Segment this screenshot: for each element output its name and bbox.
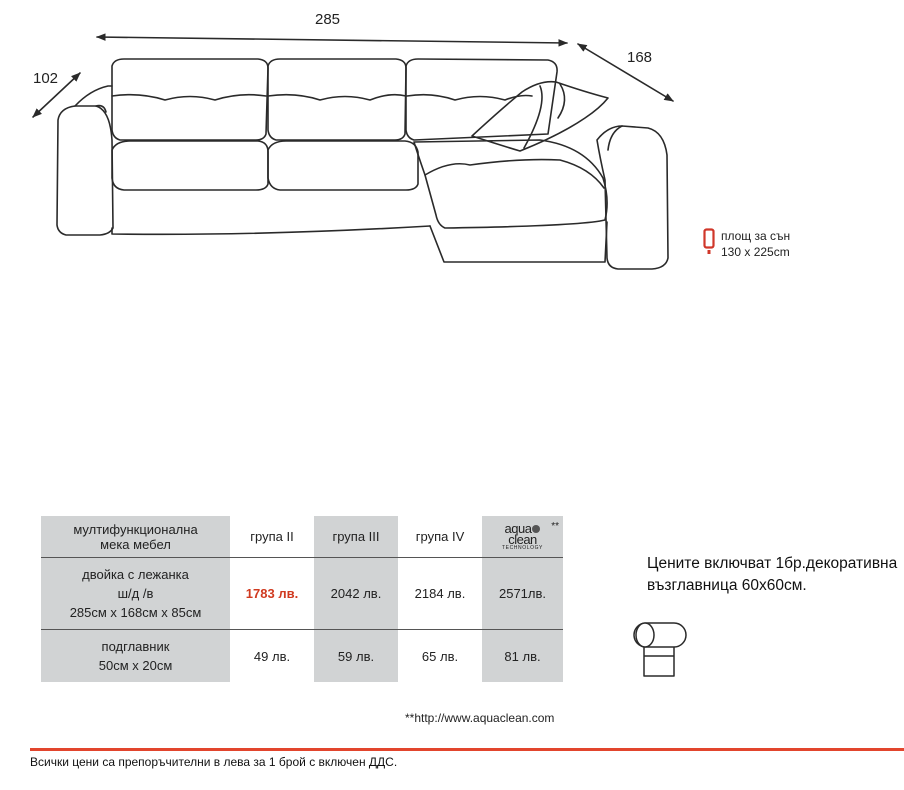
price-group2: 1783 лв. — [230, 558, 314, 630]
aquaclean-link[interactable]: **http://www.aquaclean.com — [405, 711, 555, 725]
back-cushion-2 — [268, 59, 406, 140]
back-cushion-1 — [112, 59, 268, 140]
aquaclean-header — [482, 516, 563, 558]
table-row — [41, 630, 563, 683]
product-header-cell: мултифункционална мека мебел — [41, 516, 230, 558]
depth-dimension-label: 102 — [33, 70, 59, 87]
table-row — [41, 558, 563, 630]
width-dimension-label: 285 — [315, 11, 341, 28]
price-aquaclean: 81 лв. — [482, 630, 563, 683]
left-arm — [57, 106, 113, 235]
price-group3: 2042 лв. — [314, 558, 398, 630]
price-table — [41, 516, 563, 682]
sleep-area-note — [703, 228, 790, 260]
chaise-dimension-label: 168 — [627, 49, 653, 66]
footer-divider — [30, 748, 904, 751]
price-group3: 59 лв. — [314, 630, 398, 683]
chaise-dimension-line — [578, 44, 673, 101]
group2-header: група II — [230, 516, 314, 558]
price-group2: 49 лв. — [253, 648, 291, 664]
product-name-cell: подглавник 50см x 20см — [41, 630, 230, 683]
aquaclean-logo: aqua clean TECHNOLOGY ** — [501, 520, 559, 551]
sleep-area-size: 130 x 225cm — [721, 245, 790, 259]
price-aquaclean: 2571лв. — [482, 558, 563, 630]
chaise-seat — [414, 140, 607, 228]
price-includes-note: Цените включват 1бр.декоративна възглавница 60х60см. — [647, 555, 898, 594]
seat-cushion-1 — [112, 141, 268, 190]
seat-cushion-2 — [268, 141, 418, 190]
group3-header: група III — [314, 516, 398, 558]
price-group4: 65 лв. — [421, 648, 459, 664]
exclamation-icon — [703, 228, 715, 256]
sleep-area-label: площ за сън — [721, 229, 791, 243]
product-name-cell: двойка с лежанка ш/д /в 285см x 168см x 85см — [41, 558, 230, 630]
footer-disclaimer: Всички цени са препоръчителни в лева за 1 брой с включен ДДС. — [30, 755, 398, 769]
price-group4: 2184 лв. — [398, 558, 482, 630]
group4-header: група IV — [398, 516, 482, 558]
table-header-row — [41, 516, 563, 558]
width-dimension-line — [97, 37, 567, 43]
headrest-icon — [630, 620, 692, 682]
back-frame — [75, 86, 430, 234]
